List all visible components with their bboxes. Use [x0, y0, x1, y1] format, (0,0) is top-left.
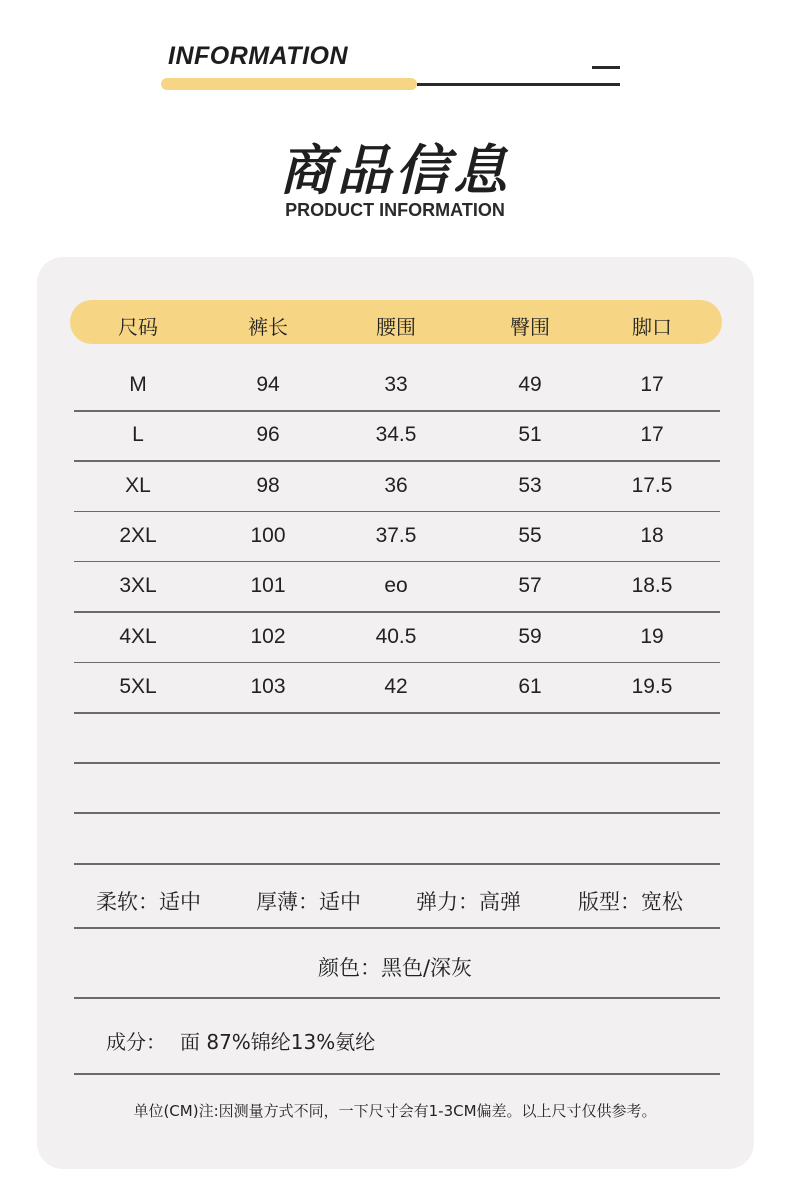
table-cell-hip: 53	[518, 473, 542, 497]
table-cell-size: 3XL	[119, 574, 157, 598]
column-header-size: 尺码	[118, 317, 158, 339]
table-cell-length: 103	[250, 674, 286, 698]
table-cell-hip: 55	[518, 523, 542, 547]
table-cell-hem: 17	[640, 423, 664, 447]
table-row-divider	[74, 611, 720, 613]
table-cell-waist: 34.5	[375, 423, 417, 447]
table-cell-length: 101	[250, 574, 286, 598]
table-cell-waist: 37.5	[375, 523, 417, 547]
table-cell-hip: 59	[518, 624, 542, 648]
table-divider	[74, 863, 720, 865]
table-cell-hem: 19.5	[631, 674, 673, 698]
attribute-material-value: 面 87%锦纶13%氨纶	[180, 1030, 376, 1054]
table-cell-hip: 49	[518, 373, 542, 396]
column-header-waist: 腰围	[376, 317, 416, 339]
column-header-length: 裤长	[248, 317, 288, 339]
table-cell-size: 4XL	[119, 624, 157, 648]
table-cell-length: 94	[256, 373, 280, 396]
header-information-word: INFORMATION	[168, 42, 349, 70]
table-cell-hem: 18	[640, 523, 664, 547]
table-cell-hem: 19	[640, 624, 664, 648]
attribute-fit: 版型：宽松	[578, 890, 683, 914]
page-title: 商品信息	[279, 139, 511, 202]
table-cell-hem: 18.5	[631, 574, 673, 598]
table-cell-size: 2XL	[119, 523, 157, 547]
table-divider	[74, 762, 720, 764]
page-subtitle: PRODUCT INFORMATION	[285, 200, 505, 220]
table-cell-size: M	[129, 373, 147, 396]
table-cell-waist: eo	[384, 574, 408, 598]
table-cell-waist: 40.5	[375, 624, 417, 648]
table-cell-waist: 33	[384, 373, 408, 396]
header-divider-line	[417, 83, 620, 86]
table-row-divider	[74, 410, 720, 412]
table-cell-length: 100	[250, 523, 286, 547]
attribute-thickness: 厚薄：适中	[256, 890, 361, 914]
table-cell-waist: 36	[384, 473, 408, 497]
measurement-note: 单位(CM)注:因测量方式不同，一下尺寸会有1-3CM偏差。以上尺寸仅供参考。	[133, 1102, 657, 1120]
column-header-hem: 脚口	[632, 317, 672, 339]
table-row-divider	[74, 662, 720, 664]
table-divider	[74, 927, 720, 929]
table-row-divider	[74, 561, 720, 563]
table-cell-hem: 17.5	[631, 473, 673, 497]
size-table-header	[70, 300, 722, 344]
table-cell-hip: 61	[518, 674, 542, 698]
table-divider	[74, 812, 720, 814]
header-accent-bar	[161, 78, 417, 90]
table-divider	[74, 712, 720, 714]
table-divider	[74, 997, 720, 999]
table-cell-size: L	[132, 423, 144, 447]
attribute-color: 颜色：黑色/深灰	[317, 956, 473, 980]
table-row-divider	[74, 511, 720, 513]
table-cell-hip: 51	[518, 423, 542, 447]
table-cell-waist: 42	[384, 674, 408, 698]
table-cell-length: 96	[256, 423, 280, 447]
table-divider	[74, 1073, 720, 1075]
table-cell-length: 102	[250, 624, 286, 648]
header-dash	[592, 66, 620, 69]
table-cell-hem: 17	[640, 373, 664, 396]
table-row-divider	[74, 460, 720, 462]
table-cell-size: XL	[125, 473, 151, 497]
attribute-material-label: 成分：	[106, 1030, 166, 1054]
table-cell-size: 5XL	[119, 674, 157, 698]
table-cell-length: 98	[256, 473, 280, 497]
attribute-softness: 柔软：适中	[96, 890, 201, 914]
table-cell-hip: 57	[518, 574, 542, 598]
attribute-elasticity: 弹力：高弹	[416, 890, 521, 914]
column-header-hip: 臀围	[510, 317, 550, 339]
